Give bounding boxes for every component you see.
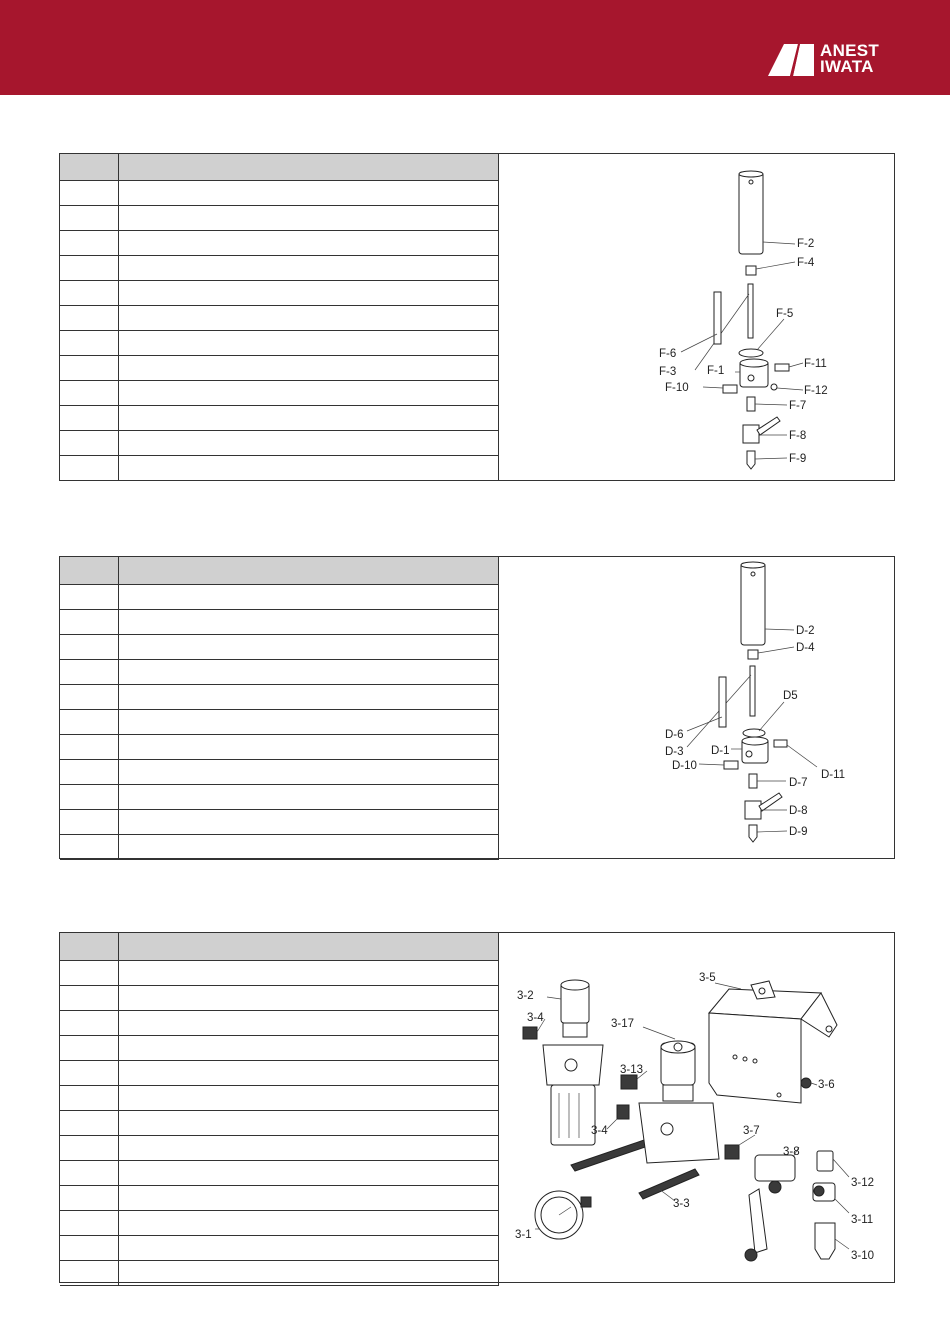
description-cell [118,230,499,255]
table-header-no [60,933,118,960]
part-number-cell [60,330,118,355]
part-number-cell [60,1210,118,1235]
callout-label: 3-8 [783,1146,800,1158]
part-number-cell [60,230,118,255]
callout-label: F-6 [659,348,677,360]
part-f8-valve [743,425,759,443]
callout-label: F-9 [789,453,807,465]
part-d5-oring [743,729,765,737]
description-cell [118,405,499,430]
description-cell [118,1210,499,1235]
description-cell [118,380,499,405]
table-row [60,1160,499,1185]
description-cell [118,1035,499,1060]
description-cell [118,180,499,205]
callout-label: D-10 [672,760,697,772]
part-number-cell [60,255,118,280]
table-row [60,1210,499,1235]
table-header-description [118,154,499,180]
table-row [60,1110,499,1135]
callout-label: 3-4 [591,1125,608,1137]
part-right-regulator-body [639,1103,719,1163]
part-f5-oring [739,349,763,357]
part-number-cell [60,584,118,609]
part-number-cell [60,609,118,634]
callout-label: F-10 [665,382,689,394]
logo-mark-icon [768,42,818,78]
table-row [60,634,499,659]
part-3-6-nut [801,1078,811,1088]
part-number-cell [60,709,118,734]
anest-iwata-logo [768,42,898,78]
description-cell [118,430,499,455]
description-cell [118,784,499,809]
part-number-cell [60,1085,118,1110]
table-row [60,759,499,784]
table-row [60,255,499,280]
callout-label: F-1 [707,365,725,377]
callout-label: 3-3 [673,1198,690,1210]
description-cell [118,709,499,734]
part-3-12 [817,1151,833,1171]
table-row [60,734,499,759]
table-row [60,809,499,834]
part-number-cell [60,180,118,205]
description-cell [118,355,499,380]
part-number-cell [60,1160,118,1185]
part-f12 [771,384,777,390]
table-row [60,455,499,480]
parts-section-f [59,153,895,481]
description-cell [118,659,499,684]
callout-label: D-1 [711,745,730,757]
description-cell [118,809,499,834]
table-row [60,684,499,709]
table-row [60,1135,499,1160]
description-cell [118,1135,499,1160]
part-3-10-drain [815,1223,835,1259]
callout-label: 3-2 [517,990,534,1002]
part-f7 [747,397,755,411]
parts-section-d [59,556,895,859]
description-cell [118,1260,499,1285]
table-row [60,834,499,859]
part-number-cell [60,659,118,684]
table-row [60,280,499,305]
table-row [60,709,499,734]
callout-label: F-4 [797,257,815,269]
part-number-cell [60,1235,118,1260]
part-f6-rod [714,292,721,344]
diagram-f-svg [499,154,894,480]
logo-text-line2: IWATA [820,57,874,76]
part-d3-rod [750,666,755,716]
part-number-cell [60,1060,118,1085]
table-row [60,1035,499,1060]
callout-label: D-3 [665,746,684,758]
diagram-3-svg [499,933,894,1282]
part-number-cell [60,834,118,859]
callout-label: 3-6 [818,1079,835,1091]
callout-label: 3-10 [851,1250,875,1262]
part-number-cell [60,1035,118,1060]
table-row [60,1085,499,1110]
table-row [60,1060,499,1085]
parts-table-3 [60,933,499,1286]
description-cell [118,1060,499,1085]
part-number-cell [60,634,118,659]
part-3-4-fitting [523,1027,537,1039]
description-cell [118,1085,499,1110]
table-row [60,1185,499,1210]
description-cell [118,280,499,305]
callout-label: 3-7 [743,1125,760,1137]
description-cell [118,1185,499,1210]
callout-label: 3-1 [515,1229,532,1241]
part-number-cell [60,455,118,480]
part-f10 [723,385,737,393]
part-number-cell [60,784,118,809]
table-row [60,230,499,255]
part-d7 [749,774,757,788]
table-header-no [60,154,118,180]
table-row [60,430,499,455]
part-f11 [775,364,789,371]
description-cell [118,1235,499,1260]
part-number-cell [60,734,118,759]
table-row [60,380,499,405]
table-header-description [118,933,499,960]
part-d8-valve [745,801,761,819]
description-cell [118,584,499,609]
part-d9 [749,825,757,842]
callout-label: F-3 [659,366,677,378]
callout-label: 3-12 [851,1177,875,1189]
description-cell [118,960,499,985]
part-number-cell [60,960,118,985]
callout-label: D-9 [789,826,808,838]
description-cell [118,834,499,859]
part-number-cell [60,405,118,430]
callout-label: 3-13 [620,1064,644,1076]
part-number-cell [60,355,118,380]
description-cell [118,985,499,1010]
callout-label: F-7 [789,400,807,412]
part-number-cell [60,985,118,1010]
callout-label: 3-4 [527,1012,544,1024]
description-cell [118,1160,499,1185]
table-row [60,584,499,609]
description-cell [118,734,499,759]
callout-label: D-2 [796,625,815,637]
part-number-cell [60,684,118,709]
callout-label: 3-17 [611,1018,635,1030]
part-f9 [747,451,755,469]
part-number-cell [60,759,118,784]
part-number-cell [60,305,118,330]
part-number-cell [60,1185,118,1210]
part-number-cell [60,205,118,230]
table-header-description [118,557,499,584]
part-3-4-fitting-2 [617,1105,629,1119]
table-row [60,405,499,430]
description-cell [118,684,499,709]
parts-section-3 [59,932,895,1283]
callout-label: F-2 [797,238,815,250]
part-number-cell [60,809,118,834]
table-row [60,305,499,330]
part-f3-rod [748,284,753,338]
part-number-cell [60,1010,118,1035]
description-cell [118,1110,499,1135]
table-row [60,985,499,1010]
part-number-cell [60,1135,118,1160]
header-band [0,0,950,95]
table-row [60,330,499,355]
table-row [60,659,499,684]
callout-label: D-6 [665,729,684,741]
parts-table-d [60,557,499,860]
description-cell [118,455,499,480]
parts-table-f [60,154,499,481]
description-cell [118,609,499,634]
description-cell [118,634,499,659]
table-row [60,609,499,634]
table-header-no [60,557,118,584]
part-number-cell [60,280,118,305]
callout-label: 3-5 [699,972,716,984]
table-row [60,355,499,380]
part-number-cell [60,1260,118,1285]
part-number-cell [60,380,118,405]
callout-label: D-7 [789,777,808,789]
part-d11 [774,740,787,747]
table-row [60,1260,499,1285]
table-row [60,1235,499,1260]
part-d6-rod [719,677,726,727]
callout-label: D-8 [789,805,808,817]
table-row [60,784,499,809]
description-cell [118,205,499,230]
callout-label: F-8 [789,430,807,442]
table-row [60,1010,499,1035]
callout-label: F-11 [804,358,827,370]
callout-label: D-11 [821,769,846,781]
callout-label: D5 [783,690,798,702]
description-cell [118,759,499,784]
part-d10 [724,761,738,769]
part-3-13-elbow [621,1075,637,1089]
description-cell [118,255,499,280]
description-cell [118,305,499,330]
description-cell [118,1010,499,1035]
description-cell [118,330,499,355]
part-d4 [748,650,758,659]
table-row [60,180,499,205]
part-3-8-ball-valve [755,1155,795,1181]
table-row [60,960,499,985]
callout-label: F-12 [804,385,828,397]
diagram-d-svg [499,557,894,858]
table-row [60,205,499,230]
part-number-cell [60,430,118,455]
part-f4 [746,266,756,275]
logo-text-line1: ANEST [820,41,880,60]
callout-label: 3-11 [851,1214,874,1226]
callout-label: D-4 [796,642,815,654]
part-3-7-nipple [725,1145,739,1159]
part-number-cell [60,1110,118,1135]
callout-label: F-5 [776,308,794,320]
